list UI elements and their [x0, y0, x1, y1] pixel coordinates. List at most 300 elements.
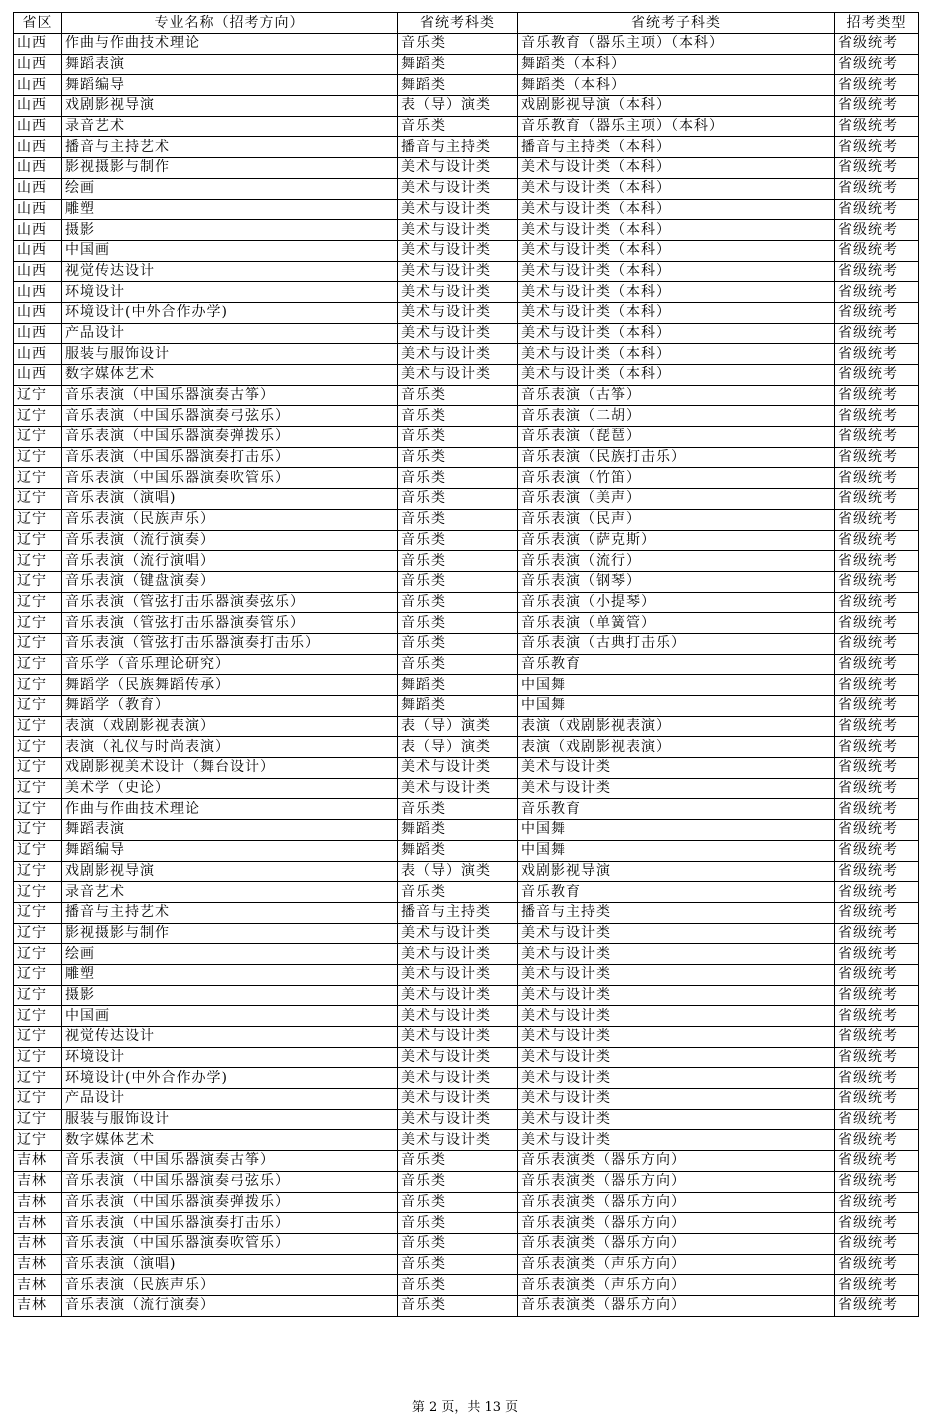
- cell-subcategory: 美术与设计类（本科）: [518, 158, 835, 179]
- table-row: [14, 1006, 919, 1027]
- table-row: [14, 923, 919, 944]
- cell-category: 音乐类: [398, 571, 518, 592]
- cell-exam-type: 省级统考: [835, 385, 919, 406]
- table-row: [14, 964, 919, 985]
- cell-subcategory: 美术与设计类: [518, 1027, 835, 1048]
- cell-exam-type: 省级统考: [835, 716, 919, 737]
- cell-major: 音乐表演（民族声乐）: [62, 509, 398, 530]
- table-row: [14, 178, 919, 199]
- cell-category: 美术与设计类: [398, 1089, 518, 1110]
- cell-category: 音乐类: [398, 1295, 518, 1316]
- cell-category: 表（导）演类: [398, 861, 518, 882]
- cell-province: 辽宁: [14, 861, 62, 882]
- cell-exam-type: 省级统考: [835, 1006, 919, 1027]
- cell-subcategory: 音乐表演（古筝）: [518, 385, 835, 406]
- cell-exam-type: 省级统考: [835, 799, 919, 820]
- cell-major: 表演（礼仪与时尚表演）: [62, 737, 398, 758]
- cell-province: 山西: [14, 261, 62, 282]
- table-row: [14, 1151, 919, 1172]
- cell-exam-type: 省级统考: [835, 96, 919, 117]
- cell-major: 舞蹈学（教育）: [62, 696, 398, 717]
- cell-major: 环境设计: [62, 282, 398, 303]
- cell-exam-type: 省级统考: [835, 1109, 919, 1130]
- cell-subcategory: 美术与设计类: [518, 944, 835, 965]
- cell-category: 美术与设计类: [398, 985, 518, 1006]
- cell-province: 辽宁: [14, 985, 62, 1006]
- cell-major: 播音与主持艺术: [62, 902, 398, 923]
- cell-subcategory: 表演（戏剧影视表演）: [518, 716, 835, 737]
- cell-category: 音乐类: [398, 654, 518, 675]
- cell-major: 美术学（史论）: [62, 778, 398, 799]
- cell-province: 山西: [14, 220, 62, 241]
- cell-major: 音乐表演（中国乐器演奏吹管乐）: [62, 1233, 398, 1254]
- cell-subcategory: 音乐表演（美声）: [518, 489, 835, 510]
- table-row: [14, 551, 919, 572]
- cell-major: 数字媒体艺术: [62, 1130, 398, 1151]
- cell-province: 辽宁: [14, 696, 62, 717]
- cell-province: 辽宁: [14, 840, 62, 861]
- cell-province: 辽宁: [14, 882, 62, 903]
- table-row: [14, 489, 919, 510]
- cell-province: 山西: [14, 96, 62, 117]
- table-row: [14, 199, 919, 220]
- cell-major: 环境设计(中外合作办学): [62, 302, 398, 323]
- table-row: [14, 406, 919, 427]
- cell-subcategory: 美术与设计类（本科）: [518, 344, 835, 365]
- cell-exam-type: 省级统考: [835, 820, 919, 841]
- cell-exam-type: 省级统考: [835, 427, 919, 448]
- cell-major: 音乐表演（民族声乐）: [62, 1275, 398, 1296]
- table-row: [14, 427, 919, 448]
- cell-category: 美术与设计类: [398, 178, 518, 199]
- cell-subcategory: 美术与设计类: [518, 923, 835, 944]
- cell-category: 音乐类: [398, 1192, 518, 1213]
- cell-exam-type: 省级统考: [835, 1254, 919, 1275]
- cell-exam-type: 省级统考: [835, 571, 919, 592]
- cell-province: 辽宁: [14, 923, 62, 944]
- table-row: [14, 1027, 919, 1048]
- table-row: [14, 344, 919, 365]
- cell-exam-type: 省级统考: [835, 489, 919, 510]
- cell-subcategory: 音乐表演类（器乐方向）: [518, 1171, 835, 1192]
- header-exam-type: 招考类型: [835, 13, 919, 34]
- cell-category: 音乐类: [398, 592, 518, 613]
- cell-major: 戏剧影视导演: [62, 96, 398, 117]
- cell-exam-type: 省级统考: [835, 302, 919, 323]
- table-row: [14, 1047, 919, 1068]
- table-row: [14, 1089, 919, 1110]
- table-row: [14, 633, 919, 654]
- table-body: [14, 34, 919, 1317]
- cell-subcategory: 音乐表演类（器乐方向）: [518, 1151, 835, 1172]
- cell-exam-type: 省级统考: [835, 282, 919, 303]
- cell-province: 吉林: [14, 1275, 62, 1296]
- cell-province: 辽宁: [14, 1109, 62, 1130]
- cell-subcategory: 中国舞: [518, 820, 835, 841]
- cell-major: 音乐表演（管弦打击乐器演奏弦乐）: [62, 592, 398, 613]
- cell-major: 播音与主持艺术: [62, 137, 398, 158]
- table-row: [14, 468, 919, 489]
- cell-major: 雕塑: [62, 199, 398, 220]
- table-row: [14, 116, 919, 137]
- table-row: [14, 840, 919, 861]
- cell-major: 作曲与作曲技术理论: [62, 799, 398, 820]
- cell-major: 音乐表演（中国乐器演奏打击乐）: [62, 1213, 398, 1234]
- cell-subcategory: 音乐表演（古典打击乐）: [518, 633, 835, 654]
- cell-exam-type: 省级统考: [835, 509, 919, 530]
- cell-category: 美术与设计类: [398, 220, 518, 241]
- cell-category: 美术与设计类: [398, 302, 518, 323]
- cell-exam-type: 省级统考: [835, 964, 919, 985]
- cell-major: 舞蹈学（民族舞蹈传承）: [62, 675, 398, 696]
- cell-subcategory: 音乐表演类（声乐方向）: [518, 1254, 835, 1275]
- cell-province: 山西: [14, 178, 62, 199]
- cell-category: 美术与设计类: [398, 923, 518, 944]
- table-row: [14, 1130, 919, 1151]
- cell-category: 舞蹈类: [398, 75, 518, 96]
- cell-major: 雕塑: [62, 964, 398, 985]
- cell-subcategory: 播音与主持类: [518, 902, 835, 923]
- cell-exam-type: 省级统考: [835, 633, 919, 654]
- cell-subcategory: 舞蹈类（本科）: [518, 75, 835, 96]
- cell-category: 美术与设计类: [398, 1006, 518, 1027]
- cell-province: 山西: [14, 54, 62, 75]
- cell-major: 音乐表演（中国乐器演奏古筝）: [62, 385, 398, 406]
- cell-major: 视觉传达设计: [62, 1027, 398, 1048]
- cell-subcategory: 音乐表演类（器乐方向）: [518, 1233, 835, 1254]
- cell-subcategory: 音乐表演（小提琴）: [518, 592, 835, 613]
- cell-exam-type: 省级统考: [835, 468, 919, 489]
- cell-major: 音乐表演（流行演唱）: [62, 551, 398, 572]
- cell-province: 辽宁: [14, 530, 62, 551]
- cell-category: 表（导）演类: [398, 716, 518, 737]
- cell-exam-type: 省级统考: [835, 365, 919, 386]
- cell-major: 音乐表演（中国乐器演奏弓弦乐）: [62, 1171, 398, 1192]
- cell-category: 美术与设计类: [398, 1109, 518, 1130]
- cell-major: 中国画: [62, 1006, 398, 1027]
- cell-category: 美术与设计类: [398, 199, 518, 220]
- cell-subcategory: 音乐表演（民声）: [518, 509, 835, 530]
- table-row: [14, 737, 919, 758]
- table-row: [14, 34, 919, 55]
- table-row: [14, 592, 919, 613]
- table-row: [14, 1192, 919, 1213]
- table-row: [14, 530, 919, 551]
- cell-subcategory: 美术与设计类（本科）: [518, 178, 835, 199]
- cell-major: 舞蹈编导: [62, 75, 398, 96]
- cell-province: 辽宁: [14, 902, 62, 923]
- cell-category: 舞蹈类: [398, 840, 518, 861]
- cell-category: 表（导）演类: [398, 737, 518, 758]
- cell-exam-type: 省级统考: [835, 344, 919, 365]
- cell-subcategory: 美术与设计类: [518, 1109, 835, 1130]
- cell-category: 表（导）演类: [398, 96, 518, 117]
- table-row: [14, 261, 919, 282]
- cell-major: 音乐表演（中国乐器演奏古筝）: [62, 1151, 398, 1172]
- table-row: [14, 778, 919, 799]
- table-row: [14, 1275, 919, 1296]
- cell-province: 辽宁: [14, 1130, 62, 1151]
- cell-province: 山西: [14, 116, 62, 137]
- cell-category: 美术与设计类: [398, 282, 518, 303]
- cell-subcategory: 中国舞: [518, 675, 835, 696]
- cell-category: 美术与设计类: [398, 344, 518, 365]
- cell-category: 美术与设计类: [398, 158, 518, 179]
- table-row: [14, 1068, 919, 1089]
- cell-exam-type: 省级统考: [835, 613, 919, 634]
- cell-subcategory: 美术与设计类: [518, 1089, 835, 1110]
- cell-category: 音乐类: [398, 1151, 518, 1172]
- cell-category: 音乐类: [398, 633, 518, 654]
- cell-province: 辽宁: [14, 489, 62, 510]
- cell-exam-type: 省级统考: [835, 54, 919, 75]
- cell-major: 舞蹈编导: [62, 840, 398, 861]
- cell-category: 音乐类: [398, 509, 518, 530]
- cell-major: 影视摄影与制作: [62, 923, 398, 944]
- cell-category: 音乐类: [398, 551, 518, 572]
- cell-subcategory: 音乐教育: [518, 882, 835, 903]
- cell-major: 录音艺术: [62, 882, 398, 903]
- cell-province: 吉林: [14, 1254, 62, 1275]
- cell-exam-type: 省级统考: [835, 530, 919, 551]
- cell-province: 辽宁: [14, 675, 62, 696]
- cell-province: 辽宁: [14, 551, 62, 572]
- cell-exam-type: 省级统考: [835, 1295, 919, 1316]
- cell-category: 音乐类: [398, 1233, 518, 1254]
- cell-exam-type: 省级统考: [835, 1089, 919, 1110]
- table-row: [14, 882, 919, 903]
- cell-exam-type: 省级统考: [835, 158, 919, 179]
- cell-major: 音乐表演（中国乐器演奏弹拨乐）: [62, 427, 398, 448]
- cell-province: 吉林: [14, 1151, 62, 1172]
- cell-major: 环境设计: [62, 1047, 398, 1068]
- cell-major: 服装与服饰设计: [62, 1109, 398, 1130]
- cell-subcategory: 音乐教育: [518, 799, 835, 820]
- cell-province: 山西: [14, 199, 62, 220]
- cell-exam-type: 省级统考: [835, 882, 919, 903]
- table-row: [14, 716, 919, 737]
- cell-province: 吉林: [14, 1192, 62, 1213]
- cell-subcategory: 美术与设计类: [518, 1130, 835, 1151]
- cell-province: 辽宁: [14, 758, 62, 779]
- table-row: [14, 944, 919, 965]
- cell-province: 辽宁: [14, 406, 62, 427]
- cell-major: 产品设计: [62, 1089, 398, 1110]
- cell-major: 产品设计: [62, 323, 398, 344]
- cell-category: 音乐类: [398, 427, 518, 448]
- table-row: [14, 820, 919, 841]
- cell-exam-type: 省级统考: [835, 551, 919, 572]
- cell-subcategory: 音乐表演（流行）: [518, 551, 835, 572]
- cell-category: 美术与设计类: [398, 1068, 518, 1089]
- cell-subcategory: 播音与主持类（本科）: [518, 137, 835, 158]
- table-row: [14, 613, 919, 634]
- cell-province: 辽宁: [14, 509, 62, 530]
- cell-subcategory: 音乐表演（萨克斯）: [518, 530, 835, 551]
- cell-subcategory: 音乐表演（民族打击乐）: [518, 447, 835, 468]
- cell-exam-type: 省级统考: [835, 406, 919, 427]
- cell-major: 音乐表演（中国乐器演奏吹管乐）: [62, 468, 398, 489]
- cell-exam-type: 省级统考: [835, 1151, 919, 1172]
- cell-exam-type: 省级统考: [835, 220, 919, 241]
- table-row: [14, 158, 919, 179]
- cell-major: 舞蹈表演: [62, 820, 398, 841]
- cell-subcategory: 美术与设计类: [518, 778, 835, 799]
- table-row: [14, 240, 919, 261]
- cell-province: 辽宁: [14, 1068, 62, 1089]
- cell-major: 音乐表演（中国乐器演奏弹拨乐）: [62, 1192, 398, 1213]
- cell-major: 服装与服饰设计: [62, 344, 398, 365]
- cell-category: 音乐类: [398, 613, 518, 634]
- cell-subcategory: 中国舞: [518, 696, 835, 717]
- table-row: [14, 385, 919, 406]
- cell-province: 山西: [14, 240, 62, 261]
- cell-exam-type: 省级统考: [835, 178, 919, 199]
- cell-province: 辽宁: [14, 944, 62, 965]
- table-row: [14, 985, 919, 1006]
- cell-subcategory: 音乐表演（单簧管）: [518, 613, 835, 634]
- cell-province: 辽宁: [14, 633, 62, 654]
- cell-exam-type: 省级统考: [835, 737, 919, 758]
- cell-subcategory: 美术与设计类（本科）: [518, 323, 835, 344]
- header-subcategory: 省统考子科类: [518, 13, 835, 34]
- cell-subcategory: 音乐教育（器乐主项）（本科）: [518, 34, 835, 55]
- cell-exam-type: 省级统考: [835, 696, 919, 717]
- cell-major: 音乐学（音乐理论研究）: [62, 654, 398, 675]
- table-row: [14, 1213, 919, 1234]
- cell-category: 播音与主持类: [398, 902, 518, 923]
- cell-major: 影视摄影与制作: [62, 158, 398, 179]
- cell-exam-type: 省级统考: [835, 1233, 919, 1254]
- table-row: [14, 509, 919, 530]
- cell-province: 吉林: [14, 1213, 62, 1234]
- cell-province: 山西: [14, 282, 62, 303]
- cell-category: 美术与设计类: [398, 365, 518, 386]
- cell-exam-type: 省级统考: [835, 758, 919, 779]
- cell-category: 播音与主持类: [398, 137, 518, 158]
- cell-subcategory: 美术与设计类: [518, 985, 835, 1006]
- cell-subcategory: 美术与设计类（本科）: [518, 365, 835, 386]
- cell-exam-type: 省级统考: [835, 34, 919, 55]
- cell-province: 辽宁: [14, 1047, 62, 1068]
- cell-category: 美术与设计类: [398, 944, 518, 965]
- cell-subcategory: 戏剧影视导演: [518, 861, 835, 882]
- cell-major: 戏剧影视导演: [62, 861, 398, 882]
- cell-subcategory: 美术与设计类: [518, 1068, 835, 1089]
- cell-exam-type: 省级统考: [835, 323, 919, 344]
- cell-exam-type: 省级统考: [835, 861, 919, 882]
- cell-category: 音乐类: [398, 1275, 518, 1296]
- cell-major: 音乐表演（管弦打击乐器演奏打击乐）: [62, 633, 398, 654]
- cell-province: 辽宁: [14, 1027, 62, 1048]
- table-row: [14, 447, 919, 468]
- cell-subcategory: 美术与设计类: [518, 1047, 835, 1068]
- cell-province: 山西: [14, 323, 62, 344]
- cell-subcategory: 美术与设计类: [518, 1006, 835, 1027]
- cell-province: 辽宁: [14, 592, 62, 613]
- cell-exam-type: 省级统考: [835, 1192, 919, 1213]
- table-row: [14, 654, 919, 675]
- cell-exam-type: 省级统考: [835, 840, 919, 861]
- cell-exam-type: 省级统考: [835, 1047, 919, 1068]
- cell-province: 辽宁: [14, 427, 62, 448]
- table-row: [14, 861, 919, 882]
- table-row: [14, 1233, 919, 1254]
- cell-province: 辽宁: [14, 964, 62, 985]
- cell-subcategory: 美术与设计类: [518, 964, 835, 985]
- cell-subcategory: 美术与设计类（本科）: [518, 240, 835, 261]
- cell-province: 山西: [14, 137, 62, 158]
- cell-exam-type: 省级统考: [835, 240, 919, 261]
- cell-subcategory: 美术与设计类: [518, 758, 835, 779]
- header-category: 省统考科类: [398, 13, 518, 34]
- cell-province: 吉林: [14, 1233, 62, 1254]
- cell-subcategory: 表演（戏剧影视表演）: [518, 737, 835, 758]
- cell-major: 音乐表演（流行演奏）: [62, 530, 398, 551]
- cell-category: 美术与设计类: [398, 1027, 518, 1048]
- cell-category: 音乐类: [398, 406, 518, 427]
- cell-major: 摄影: [62, 220, 398, 241]
- cell-exam-type: 省级统考: [835, 654, 919, 675]
- cell-category: 舞蹈类: [398, 54, 518, 75]
- header-row: [14, 13, 919, 34]
- cell-major: 录音艺术: [62, 116, 398, 137]
- table-row: [14, 323, 919, 344]
- cell-province: 辽宁: [14, 613, 62, 634]
- cell-subcategory: 音乐表演（二胡）: [518, 406, 835, 427]
- cell-province: 山西: [14, 34, 62, 55]
- cell-major: 作曲与作曲技术理论: [62, 34, 398, 55]
- cell-exam-type: 省级统考: [835, 1275, 919, 1296]
- cell-exam-type: 省级统考: [835, 75, 919, 96]
- table-row: [14, 1171, 919, 1192]
- cell-major: 音乐表演（键盘演奏）: [62, 571, 398, 592]
- cell-major: 绘画: [62, 944, 398, 965]
- cell-province: 辽宁: [14, 468, 62, 489]
- cell-exam-type: 省级统考: [835, 923, 919, 944]
- cell-province: 辽宁: [14, 571, 62, 592]
- cell-subcategory: 音乐表演类（器乐方向）: [518, 1295, 835, 1316]
- cell-exam-type: 省级统考: [835, 137, 919, 158]
- cell-category: 音乐类: [398, 530, 518, 551]
- cell-exam-type: 省级统考: [835, 116, 919, 137]
- cell-category: 音乐类: [398, 468, 518, 489]
- table-row: [14, 571, 919, 592]
- table-row: [14, 302, 919, 323]
- admissions-table: [13, 12, 919, 1317]
- cell-subcategory: 美术与设计类（本科）: [518, 302, 835, 323]
- cell-exam-type: 省级统考: [835, 985, 919, 1006]
- cell-category: 舞蹈类: [398, 696, 518, 717]
- cell-category: 舞蹈类: [398, 675, 518, 696]
- table-row: [14, 54, 919, 75]
- cell-subcategory: 中国舞: [518, 840, 835, 861]
- table-row: [14, 675, 919, 696]
- cell-subcategory: 音乐表演（钢琴）: [518, 571, 835, 592]
- cell-subcategory: 美术与设计类（本科）: [518, 220, 835, 241]
- cell-subcategory: 音乐教育（器乐主项）（本科）: [518, 116, 835, 137]
- cell-major: 摄影: [62, 985, 398, 1006]
- cell-exam-type: 省级统考: [835, 199, 919, 220]
- cell-category: 美术与设计类: [398, 323, 518, 344]
- cell-category: 音乐类: [398, 34, 518, 55]
- table-row: [14, 1295, 919, 1316]
- table-row: [14, 1109, 919, 1130]
- table-row: [14, 696, 919, 717]
- cell-province: 辽宁: [14, 385, 62, 406]
- cell-province: 吉林: [14, 1295, 62, 1316]
- cell-province: 山西: [14, 344, 62, 365]
